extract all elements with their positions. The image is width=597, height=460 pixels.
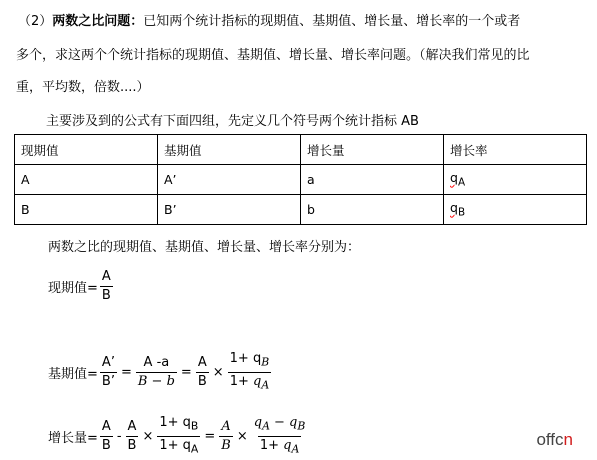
- fraction-aprime-over-bprime: $\frac{A’}{B’}$: [101, 354, 115, 389]
- heading-prefix: （2）: [18, 14, 53, 29]
- table-row: [15, 165, 587, 195]
- fraction-growth-ratio: $\frac{1+ q_B}{1+ q_A}$: [228, 350, 272, 394]
- fraction-a-over-b: $\frac{A}{B}$: [197, 354, 207, 389]
- table-cell: a: [301, 165, 444, 195]
- fraction-a-over-b: $\frac{A}{B}$: [127, 418, 137, 453]
- growth-rate-b: $q_B$: [450, 200, 466, 219]
- offcn-logo: [536, 430, 573, 450]
- section-intro: 两数之比的现期值、基期值、增长量、增长率分别为：: [48, 240, 361, 255]
- table-header-cell: 增长量: [301, 135, 444, 165]
- heading-bold: 两数之比问题：: [52, 14, 144, 29]
- growth-rate-a: $q_A$: [450, 170, 466, 189]
- fraction-a-over-b: $\frac{A}{B}$: [101, 418, 111, 453]
- paragraph-line-1: [18, 10, 520, 29]
- paragraph-line-2: 多个，求这两个个统计指标的现期值、基期值、增长量、增长率问题。（解决我们常见的比: [16, 48, 530, 63]
- growth-amount-formula: 增长量= $\frac{A}{B}$ - $\frac{A}{B}$ × $\frac{1+ q_B}{1+ q_A}$ = $\frac{A}{B}$ × $\frac{q_A - q_B}{1+ q_A}$: [48, 414, 309, 458]
- table-header-cell: 现期值: [15, 135, 158, 165]
- table-cell: [444, 165, 587, 195]
- current-value-label: 现期值=: [48, 281, 98, 296]
- table-cell: A: [15, 165, 158, 195]
- table-header-cell: 增长率: [444, 135, 587, 165]
- fraction-a-over-b: $\frac{A}{B}$: [101, 269, 111, 303]
- growth-amount-label: 增长量=: [48, 430, 98, 446]
- logo-left: offc: [536, 430, 564, 449]
- table-cell: A’: [158, 165, 301, 195]
- table-row: [15, 195, 587, 225]
- table-cell: b: [301, 195, 444, 225]
- logo-right: n: [563, 430, 573, 449]
- fraction-rate-diff: $\frac{q_A - q_B}{1+ q_A}$: [252, 414, 308, 458]
- intro-line1-rest: 已知两个统计指标的现期值、基期值、增长量、增长率的一个或者: [143, 14, 521, 29]
- symbol-table: [14, 134, 587, 225]
- table-cell: B’: [158, 195, 301, 225]
- paragraph-line-4: 主要涉及到的公式有下面四组，先定义几个符号两个统计指标 AB: [46, 114, 419, 129]
- base-value-label: 基期值=: [48, 366, 98, 382]
- fraction-a-minus-a: $\frac{A -a}{B - b}$: [137, 354, 175, 389]
- table-cell: [444, 195, 587, 225]
- current-value-formula: [48, 268, 115, 305]
- base-value-formula: 基期值= $\frac{A’}{B’}$ = $\frac{A -a}{B - b}$ = $\frac{A}{B}$ × $\frac{1+ q_B}{1+ q_A}$: [48, 350, 273, 394]
- fraction-a-over-b-italic: $\frac{A}{B}$: [221, 418, 231, 453]
- table-cell: B: [15, 195, 158, 225]
- table-header-cell: 基期值: [158, 135, 301, 165]
- table-header-row: [15, 135, 587, 165]
- paragraph-line-3: 重，平均数，倍数....）: [16, 80, 150, 95]
- fraction-growth-ratio: $\frac{1+ q_B}{1+ q_A}$: [157, 414, 200, 458]
